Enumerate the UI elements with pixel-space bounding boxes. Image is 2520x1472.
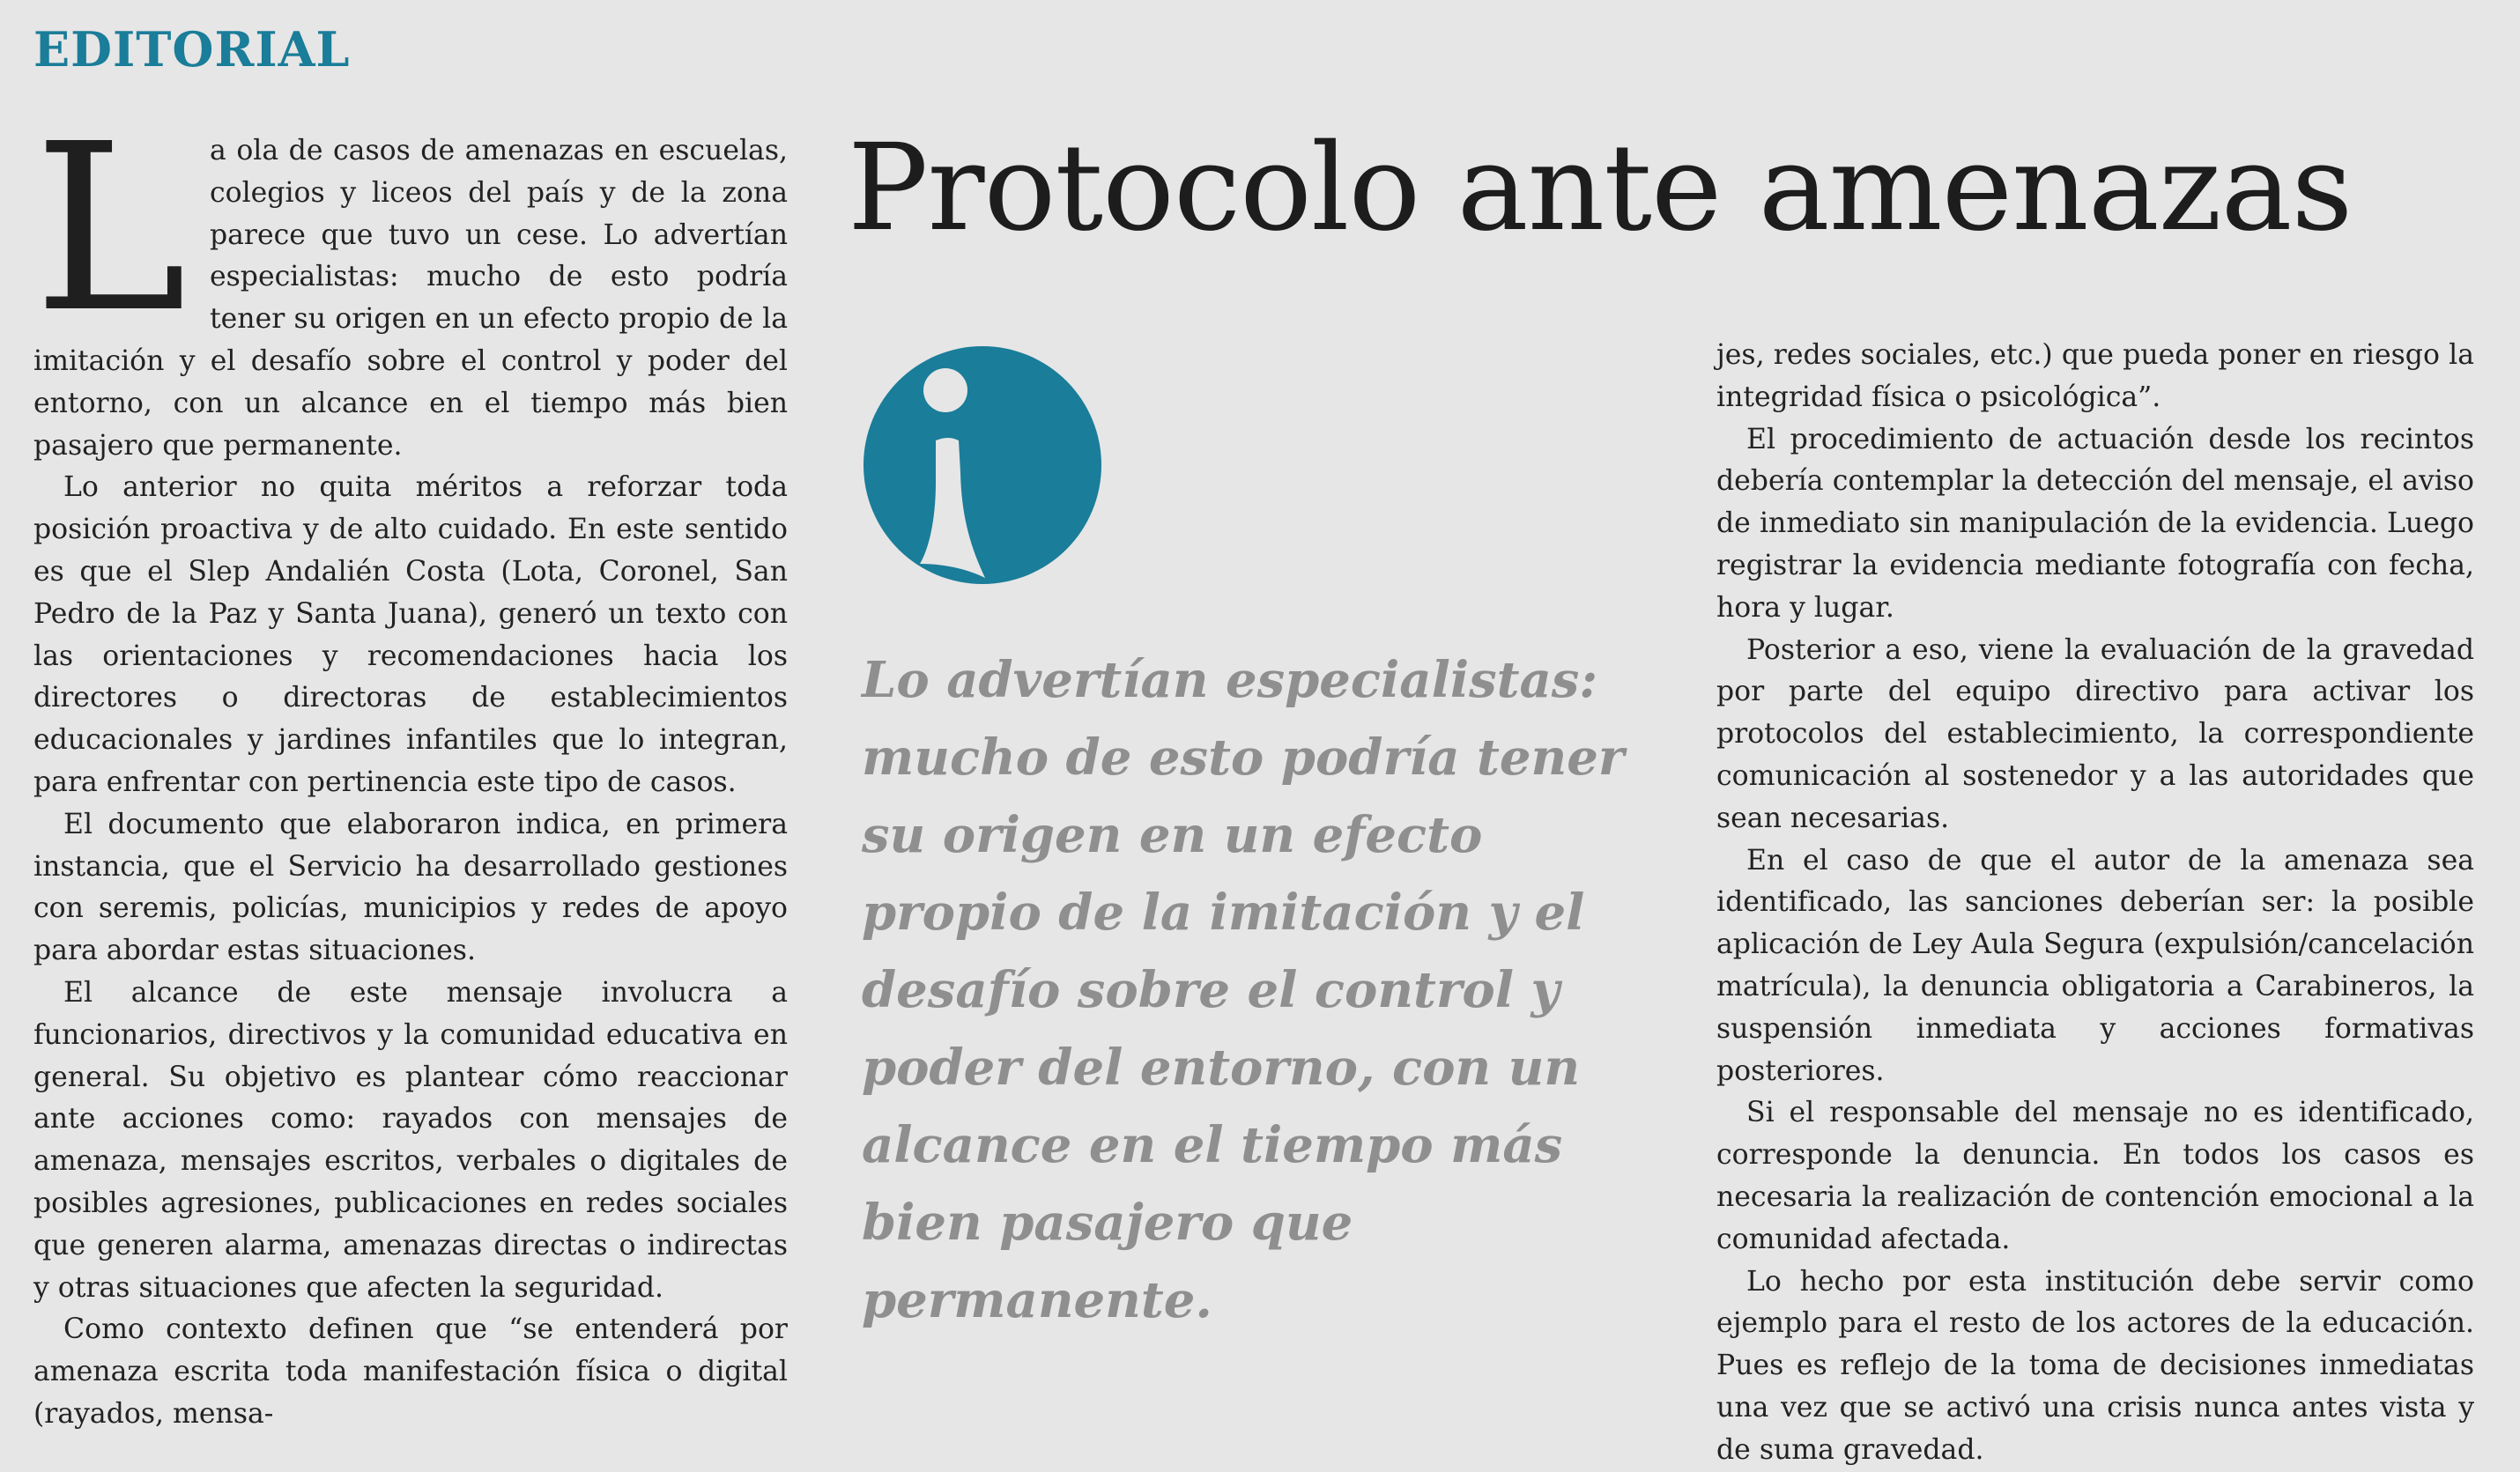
- paragraph-text: a ola de casos de amenazas en escuelas, colegios y liceos del país y de la zona parece que tuvo un cese. Lo advertían especialistas: mucho de esto podría tener su origen en un efecto propio de la imitación y el desafío sobre el control y poder del entorno, con un alcance en el tiempo más bien pasajero que permanente.: [33, 135, 788, 462]
- paragraph: Si el responsable del mensaje no es identificado, corresponde la denuncia. En todos los casos es necesaria la realización de contención emocional a la comunidad afectada.: [1716, 1097, 2474, 1255]
- info-icon: [863, 342, 1101, 588]
- paragraph: En el caso de que el autor de la amenaza sea identificado, las sanciones deberían ser: la posible aplicación de Ley Aula Segura (expulsión/cancelación matrícula), la denuncia obligatoria a Carabineros, la suspensión inmediata y acciones formativas posteriores.: [1716, 844, 2474, 1087]
- headline: Protocolo ante amenazas: [848, 119, 2353, 258]
- paragraph: El alcance de este mensaje involucra a funcionarios, directivos y la comunidad educativa en general. Su objetivo es plantear cómo reaccionar ante acciones como: rayados con mensajes de amenaza, mensajes escritos, verbales o digitales de posibles agresiones, publicaciones en redes sociales que generen alarma, amenazas directas o indirectas y otras situaciones que afecten la seguridad.: [33, 976, 788, 1304]
- paragraph: [33, 94, 788, 467]
- right-column: [1716, 335, 2474, 1472]
- left-column: [33, 94, 788, 1436]
- paragraph: El procedimiento de actuación desde los recintos debería contemplar la detección del mensaje, el aviso de inmediato sin manipulación de la evidencia. Luego registrar la evidencia mediante fotografía con fecha, hora y lugar.: [1716, 423, 2474, 624]
- paragraph: jes, redes sociales, etc.) que pueda poner en riesgo la integridad física o psicológica”.: [1716, 339, 2474, 413]
- drop-cap: L: [33, 94, 187, 363]
- paragraph: El documento que elaboraron indica, en primera instancia, que el Servicio ha desarrollado gestiones con seremis, policías, municipios y redes de apoyo para abordar estas situaciones.: [33, 808, 788, 967]
- paragraph: Lo anterior no quita méritos a reforzar toda posición proactiva y de alto cuidado. En este sentido es que el Slep Andalién Costa (Lota, Coronel, San Pedro de la Paz y Santa Juana), generó un texto con las orientaciones y recomendaciones hacia los directores o directoras de establecimientos educacionales y jardines infantiles que lo integran, para enfrentar con pertinencia este tipo de casos.: [33, 471, 788, 798]
- section-label: EDITORIAL: [33, 21, 351, 78]
- paragraph: Lo hecho por esta institución debe servir como ejemplo para el resto de los actores de la educación. Pues es reflejo de la toma de decisiones inmediatas una vez que se activó una crisis nunca antes vista y de suma gravedad.: [1716, 1265, 2474, 1466]
- pullquote: Lo advertían especialistas: mucho de esto podría tener su origen en un efecto propio de la imitación y el desafío sobre el control y poder del entorno, con un alcance en el tiempo más bien pasajero que permanente.: [862, 651, 1625, 1329]
- paragraph: Posterior a eso, viene la evaluación de la gravedad por parte del equipo directivo para activar los protocolos del establecimiento, la correspondiente comunicación al sostenedor y a las autoridades que sean necesarias.: [1716, 633, 2474, 834]
- paragraph: Como contexto definen que “se entenderá por amenaza escrita toda manifestación física o digital (rayados, mensa-: [33, 1313, 788, 1430]
